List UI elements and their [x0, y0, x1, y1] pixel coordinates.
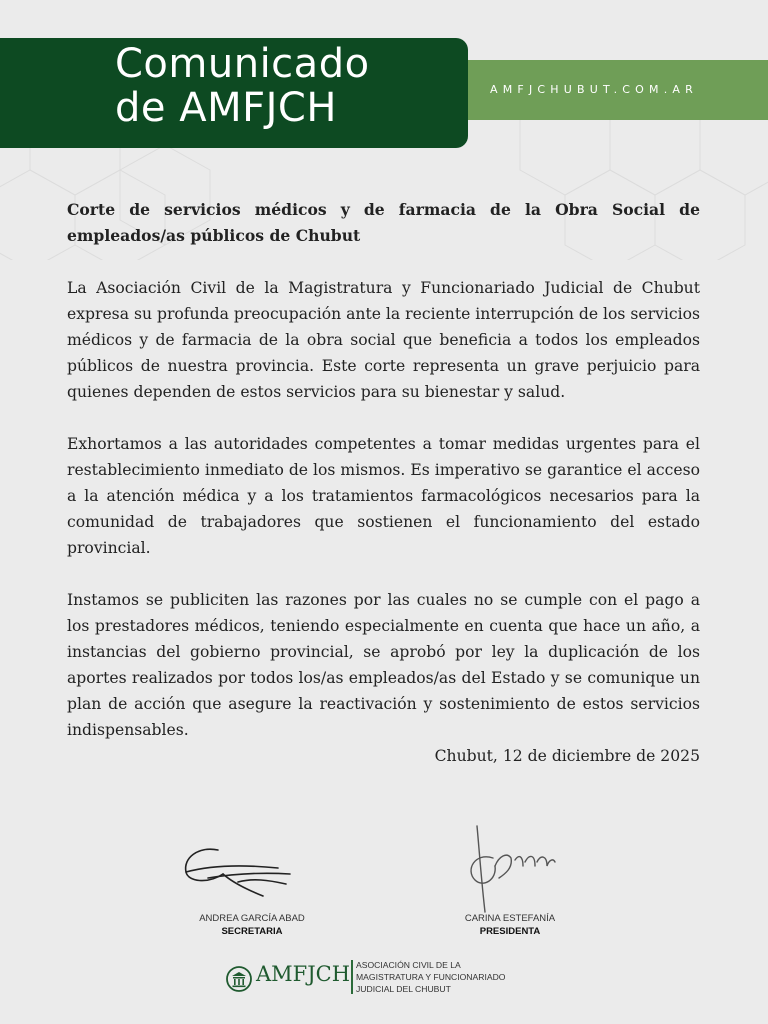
- signature-name: CARINA ESTEFANÍA: [464, 913, 556, 924]
- signature-name: ANDREA GARCÍA ABAD: [199, 913, 305, 924]
- paragraph: Instamos se publiciten las razones por las cuales no se cumple con el pago a los prestadores médicos, teniendo especialmente en cuenta que hace un año, a instancias del gobierno provincial, se aprobó por ley la duplicación de los aportes realizados por todos los/as empleados/as del Estado y se comunique un plan de acción que asegure la reactivación y sostenimiento de estos servicios indispensables.: [67, 591, 700, 739]
- footer-org-line: MAGISTRATURA Y FUNCIONARIADO: [356, 972, 506, 982]
- website-url: AMFJCHUBUT.COM.AR: [490, 83, 698, 96]
- signature-presidenta: [455, 822, 565, 922]
- footer-org-line: JUDICIAL DEL CHUBUT: [356, 984, 451, 994]
- courthouse-logo-icon: [226, 966, 252, 992]
- footer-org-line: ASOCIACIÓN CIVIL DE LA: [356, 960, 461, 970]
- website-bar: [468, 60, 768, 120]
- communique-body: [67, 197, 700, 769]
- footer-org-name: [356, 959, 505, 995]
- footer-divider: [351, 960, 353, 994]
- paragraph: Exhortamos a las autoridades competentes a tomar medidas urgentes para el restablecimiento inmediato de los mismos. Es imperativo se garantice el acceso a la atención médica y a los tratamientos farmacológicos necesarios para la comunidad de trabajadores que sostienen el funcionamiento del estado provincial.: [67, 435, 700, 557]
- paragraph: La Asociación Civil de la Magistratura y Funcionariado Judicial de Chubut expresa su profunda preocupación ante la reciente interrupción de los servicios médicos y de farmacia de la obra social que beneficia a todos los empleados públicos de nuestra provincia. Este corte representa un grave perjuicio para quienes dependen de estos servicios para su bienestar y salud.: [67, 279, 700, 401]
- communique-title: Corte de servicios médicos y de farmacia de la Obra Social de empleados/as públicos de Chubut: [67, 200, 700, 245]
- page-title: [115, 42, 455, 130]
- page-title-line2: de AMFJCH: [115, 85, 337, 131]
- signature-role: SECRETARIA: [221, 926, 283, 937]
- signature-role: PRESIDENTA: [479, 926, 541, 937]
- signature-secretaria: [178, 838, 308, 908]
- page-title-line1: Comunicado: [115, 41, 370, 87]
- footer-logo-text: AMFJCH: [256, 962, 351, 986]
- date-line: Chubut, 12 de diciembre de 2025: [434, 747, 700, 765]
